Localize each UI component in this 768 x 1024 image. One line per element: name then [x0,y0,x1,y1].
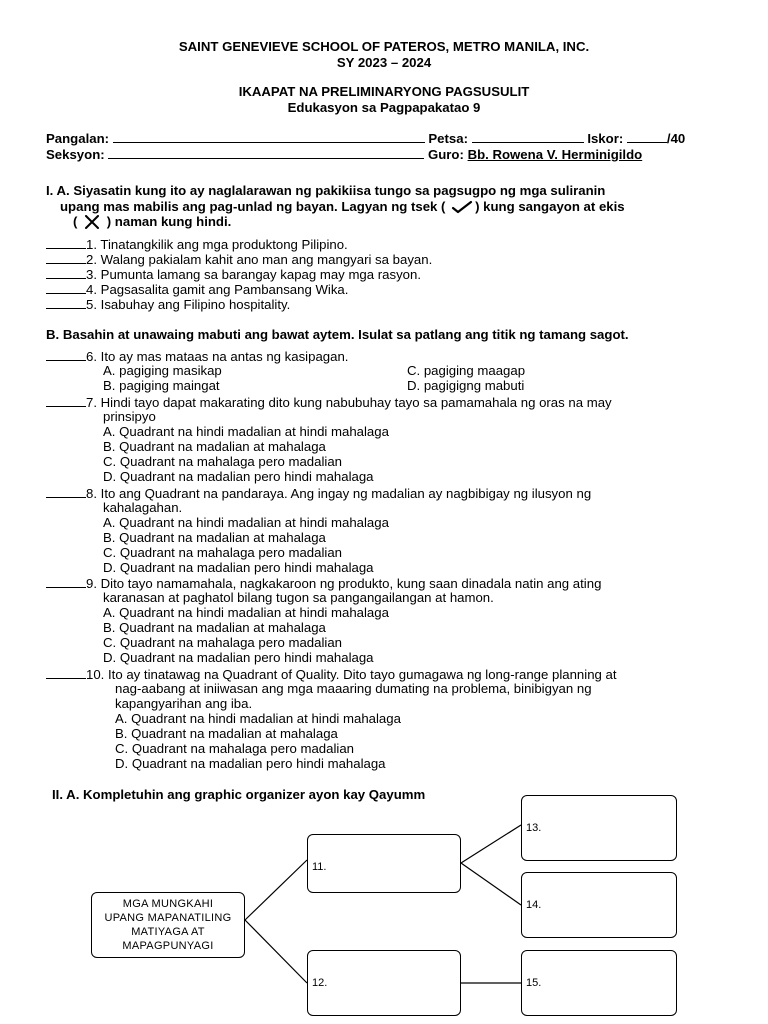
item-text: 5. Isabuhay ang Filipino hospitality. [86,297,291,312]
box-number: 11. [312,861,327,873]
organizer-box-12[interactable] [307,950,461,1016]
option: C. Quadrant na mahalaga pero madalian [103,454,342,469]
option: D. Quadrant na madalian pero hindi mahalaga [115,756,386,771]
item-text: 1. Tinatangkilik ang mga produktong Pilipino. [86,237,348,252]
item-text: 3. Pumunta lamang sa barangay kapag may mga rasyon. [86,267,422,282]
connector-line [461,825,521,863]
question-stem-cont: kahalagahan. [103,500,183,515]
option: B. Quadrant na madalian at mahalaga [103,439,326,454]
connector-line [245,920,307,983]
item-text: 2. Walang pakialam kahit ano man ang mangyari sa bayan. [86,252,433,267]
option: B. pagiging maingat [103,378,220,393]
option: C. Quadrant na mahalaga pero madalian [103,635,342,650]
part2a-instruction: II. A. Kompletuhin ang graphic organizer ayon kay Qayumm [52,787,426,802]
organizer-box-11[interactable] [307,834,461,893]
organizer-box-14[interactable] [521,872,677,938]
option: A. Quadrant na hindi madalian at hindi mahalaga [103,515,389,530]
option: A. pagiging masikap [103,363,222,378]
subject-title: Edukasyon sa Pagpapakatao 9 [287,100,481,115]
question-stem: 10. Ito ay tinatawag na Quadrant of Quality. Dito tayo gumagawa ng long-range planning at [86,667,617,682]
instruction-text: upang mas mabilis ang pag-unlad ng bayan. Lagyan ng tsek ( [60,199,446,214]
option: D. Quadrant na madalian pero hindi mahalaga [103,469,374,484]
question-stem: 9. Dito tayo namamahala, nagkakaroon ng produkto, kung saan dinadala natin ang ating [86,576,602,591]
section-label: Seksyon: [46,147,105,162]
option: D. Quadrant na madalian pero hindi mahalaga [103,650,374,665]
option: C. pagiging maagap [407,363,526,378]
part1a-instruction-line1: I. A. Siyasatin kung ito ay naglalarawan ng pakikiisa tungo sa pagsugpo ng mga suliranin [46,183,606,198]
instruction-text: ( [73,214,78,229]
part1b-instruction: B. Basahin at unawaing mabuti ang bawat aytem. Isulat sa patlang ang titik ng tamang sagot. [46,327,629,342]
option: B. Quadrant na madalian at mahalaga [103,620,326,635]
school-name: SAINT GENEVIEVE SCHOOL OF PATEROS, METRO MANILA, INC. [178,39,590,54]
organizer-box-13[interactable] [521,795,677,861]
option: A. Quadrant na hindi madalian at hindi mahalaga [115,711,401,726]
item-text: 4. Pagsasalita gamit ang Pambansang Wika. [86,282,349,297]
main-box-line: MAPAGPUNYAGI [122,940,214,952]
score-total: /40 [666,131,686,146]
question-stem: 8. Ito ang Quadrant na pandaraya. Ang ingay ng madalian ay nagbibigay ng ilusyon ng [86,486,592,501]
school-year: SY 2023 – 2024 [336,55,432,70]
main-box-line: MATIYAGA AT [131,926,205,938]
option: B. Quadrant na madalian at mahalaga [115,726,338,741]
instruction-text: ) kung sangayon at ekis [475,199,625,214]
question-stem-cont: nag-aabang at iniiwasan ang mga maaaring dumating na problema, binibigyan ng [115,681,592,696]
option: D. Quadrant na madalian pero hindi mahalaga [103,560,374,575]
name-label: Pangalan: [46,131,110,146]
option: C. Quadrant na mahalaga pero madalian [103,545,342,560]
organizer-main-box [91,892,245,958]
question-stem-cont: karanasan at paghatol bilang tugon sa pangangailangan at hamon. [103,590,494,605]
teacher-name: Bb. Rowena V. Herminigildo [467,147,643,162]
box-number: 14. [526,899,542,911]
option: C. Quadrant na mahalaga pero madalian [115,741,354,756]
organizer-box-15[interactable] [521,950,677,1016]
option: D. pagigigng mabuti [407,378,525,393]
option: A. Quadrant na hindi madalian at hindi mahalaga [103,605,389,620]
main-box-line: UPANG MAPANATILING [104,912,232,924]
question-stem-cont: kapangyarihan ang iba. [115,696,253,711]
question-stem: 6. Ito ay mas mataas na antas ng kasipagan. [86,349,349,364]
instruction-text: ) naman kung hindi. [106,214,232,229]
option: A. Quadrant na hindi madalian at hindi mahalaga [103,424,389,439]
main-box-line: MGA MUNGKAHI [122,898,214,910]
box-number: 12. [312,977,328,989]
exam-title: IKAAPAT NA PRELIMINARYONG PAGSUSULIT [238,84,530,99]
option: B. Quadrant na madalian at mahalaga [103,530,326,545]
question-stem: 7. Hindi tayo dapat makarating dito kung nabubuhay tayo sa pamamahala ng oras na may [86,395,612,410]
date-label: Petsa: [428,131,468,146]
box-number: 13. [526,822,542,834]
box-number: 15. [526,977,542,989]
teacher-label: Guro: [427,147,464,162]
question-stem-cont: prinsipyo [103,409,156,424]
connector-line [245,860,307,920]
connector-line [461,863,521,905]
score-label: Iskor: [587,131,624,146]
